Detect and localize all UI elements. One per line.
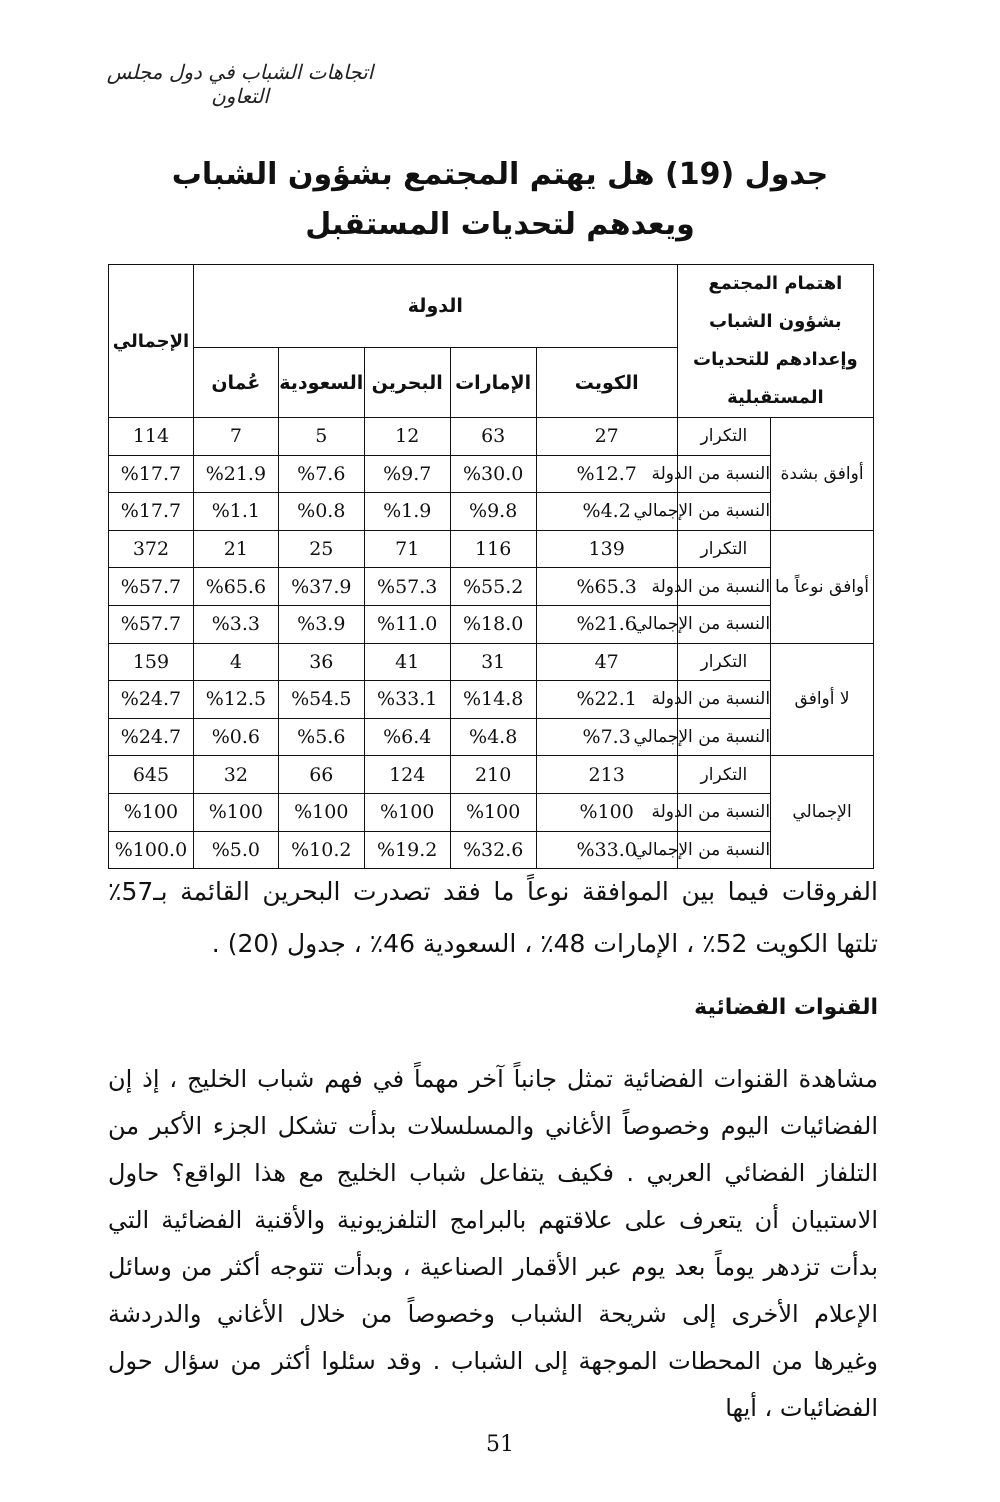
- measure-label: النسبة من الإجمالي: [677, 718, 770, 756]
- value-cell: %19.2: [364, 831, 450, 869]
- value-cell: %3.9: [278, 605, 364, 643]
- value-cell: 32: [193, 756, 278, 794]
- measure-label: التكرار: [677, 530, 770, 568]
- value-cell: %5.6: [278, 718, 364, 756]
- value-cell: %100: [450, 793, 536, 831]
- value-cell: 4: [193, 643, 278, 681]
- value-cell: 71: [364, 530, 450, 568]
- section-heading: القنوات الفضائية: [694, 995, 878, 1020]
- value-cell: %12.7: [536, 455, 677, 493]
- total-cell: %100.0: [109, 831, 194, 869]
- total-cell: %57.7: [109, 568, 194, 606]
- table-row: [109, 793, 874, 831]
- total-cell: 645: [109, 756, 194, 794]
- value-cell: %9.7: [364, 455, 450, 493]
- table-row: [109, 756, 874, 794]
- total-cell: %100: [109, 793, 194, 831]
- value-cell: %54.5: [278, 681, 364, 719]
- total-cell: %17.7: [109, 493, 194, 531]
- country-header: عُمان: [193, 348, 278, 418]
- value-cell: %57.3: [364, 568, 450, 606]
- value-cell: %4.2: [536, 493, 677, 531]
- value-cell: %37.9: [278, 568, 364, 606]
- table-row: [109, 493, 874, 531]
- value-cell: %65.3: [536, 568, 677, 606]
- table-title: [0, 150, 1000, 250]
- value-cell: %100: [278, 793, 364, 831]
- table-row: [109, 831, 874, 869]
- value-cell: 12: [364, 418, 450, 456]
- country-header: السعودية: [278, 348, 364, 418]
- table-title-line2: ويعدهم لتحديات المستقبل: [305, 207, 695, 242]
- value-cell: 41: [364, 643, 450, 681]
- measure-label: التكرار: [677, 643, 770, 681]
- total-cell: 372: [109, 530, 194, 568]
- value-cell: 5: [278, 418, 364, 456]
- value-cell: %14.8: [450, 681, 536, 719]
- measure-label: النسبة من الدولة: [677, 681, 770, 719]
- value-cell: 210: [450, 756, 536, 794]
- measure-label: النسبة من الدولة: [677, 455, 770, 493]
- value-cell: %9.8: [450, 493, 536, 531]
- value-cell: %22.1: [536, 681, 677, 719]
- value-cell: 213: [536, 756, 677, 794]
- table-row: [109, 530, 874, 568]
- measure-label: التكرار: [677, 418, 770, 456]
- survey-table: [108, 264, 874, 869]
- value-cell: 47: [536, 643, 677, 681]
- table-title-line1: جدول (19) هل يهتم المجتمع بشؤون الشباب: [171, 157, 829, 192]
- country-header: الكويت: [536, 348, 677, 418]
- value-cell: %55.2: [450, 568, 536, 606]
- value-cell: 31: [450, 643, 536, 681]
- table-row: [109, 455, 874, 493]
- value-cell: %4.8: [450, 718, 536, 756]
- value-cell: %21.9: [193, 455, 278, 493]
- value-cell: %1.9: [364, 493, 450, 531]
- value-cell: %7.6: [278, 455, 364, 493]
- running-header: اتجاهات الشباب في دول مجلس التعاون: [106, 60, 374, 108]
- value-cell: %5.0: [193, 831, 278, 869]
- table-row: [109, 643, 874, 681]
- value-cell: 25: [278, 530, 364, 568]
- value-cell: 36: [278, 643, 364, 681]
- total-cell: %24.7: [109, 718, 194, 756]
- table-row: [109, 418, 874, 456]
- value-cell: 63: [450, 418, 536, 456]
- value-cell: %33.1: [364, 681, 450, 719]
- value-cell: %18.0: [450, 605, 536, 643]
- value-cell: %100: [364, 793, 450, 831]
- table-row: [109, 605, 874, 643]
- value-cell: %33.0: [536, 831, 677, 869]
- table-body: [109, 418, 874, 869]
- total-cell: %17.7: [109, 455, 194, 493]
- header-measure: اهتمام المجتمع بشؤون الشباب وإعدادهم للتحديات المستقبلية: [677, 265, 873, 418]
- value-cell: %21.6: [536, 605, 677, 643]
- value-cell: 7: [193, 418, 278, 456]
- table-row: [109, 718, 874, 756]
- value-cell: %11.0: [364, 605, 450, 643]
- value-cell: %100: [536, 793, 677, 831]
- table-row: [109, 681, 874, 719]
- header-total: الإجمالي: [109, 265, 194, 418]
- group-label: أوافق نوعاً ما: [771, 530, 874, 643]
- paragraph-2: مشاهدة القنوات الفضائية تمثل جانباً آخر مهماً في فهم شباب الخليج ، إذ إن الفضائيات اليوم وخصوصاً الأغاني والمسلسلات بدأت تشكل الجزء الأكبر من التلفاز الفضائي العربي . فكيف يتفاعل شباب الخليج مع هذا الواقع؟ حاول الاستبيان أن يتعرف على علاقتهم بالبرامج التلفزيونية والأقنية الفضائية التي بدأت تزدهر يوماً بعد يوم عبر الأقمار الصناعية ، وبدأت تتوجه أكثر من وسائل الإعلام الأخرى إلى شريحة الشباب وخصوصاً من خلال الأغاني والدردشة وغيرها من المحطات الموجهة إلى الشباب . وقد سئلوا أكثر من سؤال حول الفضائيات ، أيها: [108, 1065, 878, 1422]
- value-cell: %0.8: [278, 493, 364, 531]
- group-label: لا أوافق: [771, 643, 874, 756]
- country-header: البحرين: [364, 348, 450, 418]
- measure-label: التكرار: [677, 756, 770, 794]
- group-label: أوافق بشدة: [771, 418, 874, 531]
- total-cell: 159: [109, 643, 194, 681]
- measure-label: النسبة من الإجمالي: [677, 493, 770, 531]
- value-cell: %32.6: [450, 831, 536, 869]
- value-cell: %6.4: [364, 718, 450, 756]
- value-cell: %10.2: [278, 831, 364, 869]
- paragraph-1: الفروقات فيما بين الموافقة نوعاً ما فقد تصدرت البحرين القائمة بـ57٪ تلتها الكويت 52٪ ، الإمارات 48٪ ، السعودية 46٪ ، جدول (20) .: [108, 877, 878, 958]
- measure-label: النسبة من الإجمالي: [677, 605, 770, 643]
- measure-label: النسبة من الإجمالي: [677, 831, 770, 869]
- value-cell: 27: [536, 418, 677, 456]
- country-header: الإمارات: [450, 348, 536, 418]
- page-number: 51: [486, 1432, 514, 1457]
- value-cell: %65.6: [193, 568, 278, 606]
- value-cell: %100: [193, 793, 278, 831]
- value-cell: %3.3: [193, 605, 278, 643]
- value-cell: 66: [278, 756, 364, 794]
- table-row: [109, 568, 874, 606]
- value-cell: %7.3: [536, 718, 677, 756]
- header-country-group: الدولة: [193, 265, 677, 348]
- measure-label: النسبة من الدولة: [677, 568, 770, 606]
- value-cell: 116: [450, 530, 536, 568]
- value-cell: 21: [193, 530, 278, 568]
- total-cell: %57.7: [109, 605, 194, 643]
- value-cell: %0.6: [193, 718, 278, 756]
- group-label: الإجمالي: [771, 756, 874, 869]
- value-cell: 139: [536, 530, 677, 568]
- value-cell: %12.5: [193, 681, 278, 719]
- total-cell: %24.7: [109, 681, 194, 719]
- value-cell: %30.0: [450, 455, 536, 493]
- measure-label: النسبة من الدولة: [677, 793, 770, 831]
- total-cell: 114: [109, 418, 194, 456]
- value-cell: %1.1: [193, 493, 278, 531]
- value-cell: 124: [364, 756, 450, 794]
